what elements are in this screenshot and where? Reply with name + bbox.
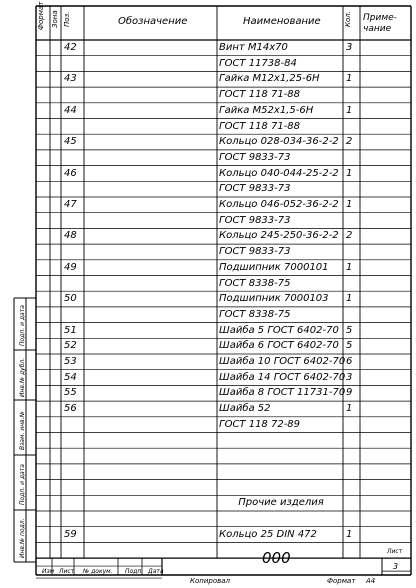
row-name: ГОСТ 11738-84 (219, 57, 297, 69)
row-name: Шайба 52 (219, 403, 271, 415)
row-pos: 51 (64, 324, 77, 336)
row-name: Подшипник 7000103 (219, 293, 329, 305)
side-label: Инв.№ дубл. (19, 357, 26, 397)
row-pos: 52 (64, 340, 77, 352)
row-name: Шайба 10 ГОСТ 6402-70 (219, 356, 346, 367)
row-pos: 53 (64, 356, 77, 367)
row-name: Кольцо 25 DIN 472 (219, 528, 317, 540)
row-name: Гайка М52х1,5-6Н (219, 104, 314, 116)
header-qty: Кол. (344, 11, 352, 27)
tb-col-doc: № докум. (83, 568, 113, 575)
row-name: Кольцо 028-034-36-2-2 (219, 136, 339, 148)
row-qty: 2 (346, 230, 353, 242)
row-qty: 3 (346, 42, 353, 53)
header-zone: Зона (51, 10, 59, 28)
row-name: Винт М14х70 (219, 42, 288, 53)
row-pos: 46 (64, 167, 77, 179)
row-pos: 56 (64, 403, 77, 415)
row-pos: 50 (64, 293, 77, 305)
tb-col-izm: Изм (42, 568, 55, 575)
row-qty: 1 (346, 104, 353, 116)
row-qty: 5 (346, 340, 353, 352)
row-qty: 3 (346, 371, 353, 383)
header-note: Приме- чание (363, 13, 397, 34)
row-name: Шайба 6 ГОСТ 6402-70 (219, 340, 339, 352)
row-name: ГОСТ 118 72-89 (219, 418, 301, 430)
row-name: ГОСТ 9833-73 (219, 183, 291, 195)
row-name: Шайба 5 ГОСТ 6402-70 (219, 324, 339, 336)
side-label: Подп. и дата (19, 463, 26, 505)
row-name: ГОСТ 9833-73 (219, 151, 291, 163)
row-qty: 1 (346, 73, 353, 85)
row-pos: 43 (64, 73, 77, 85)
side-label: Инв.№ подл. (19, 518, 26, 558)
row-name: Кольцо 245-250-36-2-2 (219, 230, 339, 242)
tb-col-date: Дата (148, 568, 164, 575)
row-pos: 44 (64, 104, 77, 116)
row-qty: 1 (346, 293, 353, 305)
header-designation: Обозначение (118, 16, 188, 27)
row-qty: 2 (346, 136, 353, 148)
row-pos: 54 (64, 371, 77, 383)
row-pos: 48 (64, 230, 77, 242)
row-pos: 49 (64, 261, 77, 273)
row-name: ГОСТ 8338-75 (219, 277, 291, 289)
row-pos: 59 (64, 528, 77, 540)
row-qty: 9 (346, 387, 353, 399)
row-name: Кольцо 046-052-36-2-2 (219, 199, 339, 210)
footer-format-label: Формат (327, 577, 356, 585)
row-name: Гайка М12х1,25-6Н (219, 73, 320, 85)
row-pos: 55 (64, 387, 77, 399)
tb-sheet-num: 3 (393, 562, 399, 571)
row-name: Прочие изделия (238, 497, 324, 509)
row-qty: 5 (346, 324, 353, 336)
header-pos: Поз. (63, 11, 71, 27)
tb-sheet-label: Лист (387, 548, 403, 555)
footer-copied: Копировал (190, 577, 230, 585)
row-name: ГОСТ 9833-73 (219, 214, 291, 226)
row-name: ГОСТ 9833-73 (219, 246, 291, 258)
row-qty: 1 (346, 167, 353, 179)
row-pos: 47 (64, 199, 77, 210)
row-qty: 1 (346, 403, 353, 415)
header-name: Наименование (243, 16, 321, 27)
row-name: Кольцо 040-044-25-2-2 (219, 167, 339, 179)
row-qty: 1 (346, 199, 353, 210)
row-name: Подшипник 7000101 (219, 261, 329, 273)
side-label: Взам. инв.№ (19, 410, 26, 450)
tb-designation: 000 (262, 549, 291, 567)
row-qty: 6 (346, 356, 353, 367)
row-name: Шайба 8 ГОСТ 11731-70 (219, 387, 346, 399)
header-format: Формат (37, 1, 45, 30)
side-label: Подп. и дата (19, 305, 26, 346)
row-pos: 42 (64, 42, 77, 53)
row-name: ГОСТ 118 71-88 (219, 89, 301, 101)
row-pos: 45 (64, 136, 77, 148)
tb-col-list: Лист (59, 568, 75, 575)
row-name: Шайба 14 ГОСТ 6402-70 (219, 371, 346, 383)
row-qty: 1 (346, 261, 353, 273)
row-qty: 1 (346, 528, 353, 540)
tb-col-sign: Подп. (125, 568, 144, 575)
row-name: ГОСТ 8338-75 (219, 308, 291, 320)
footer-format-value: А4 (366, 577, 376, 585)
row-name: ГОСТ 118 71-88 (219, 120, 301, 132)
